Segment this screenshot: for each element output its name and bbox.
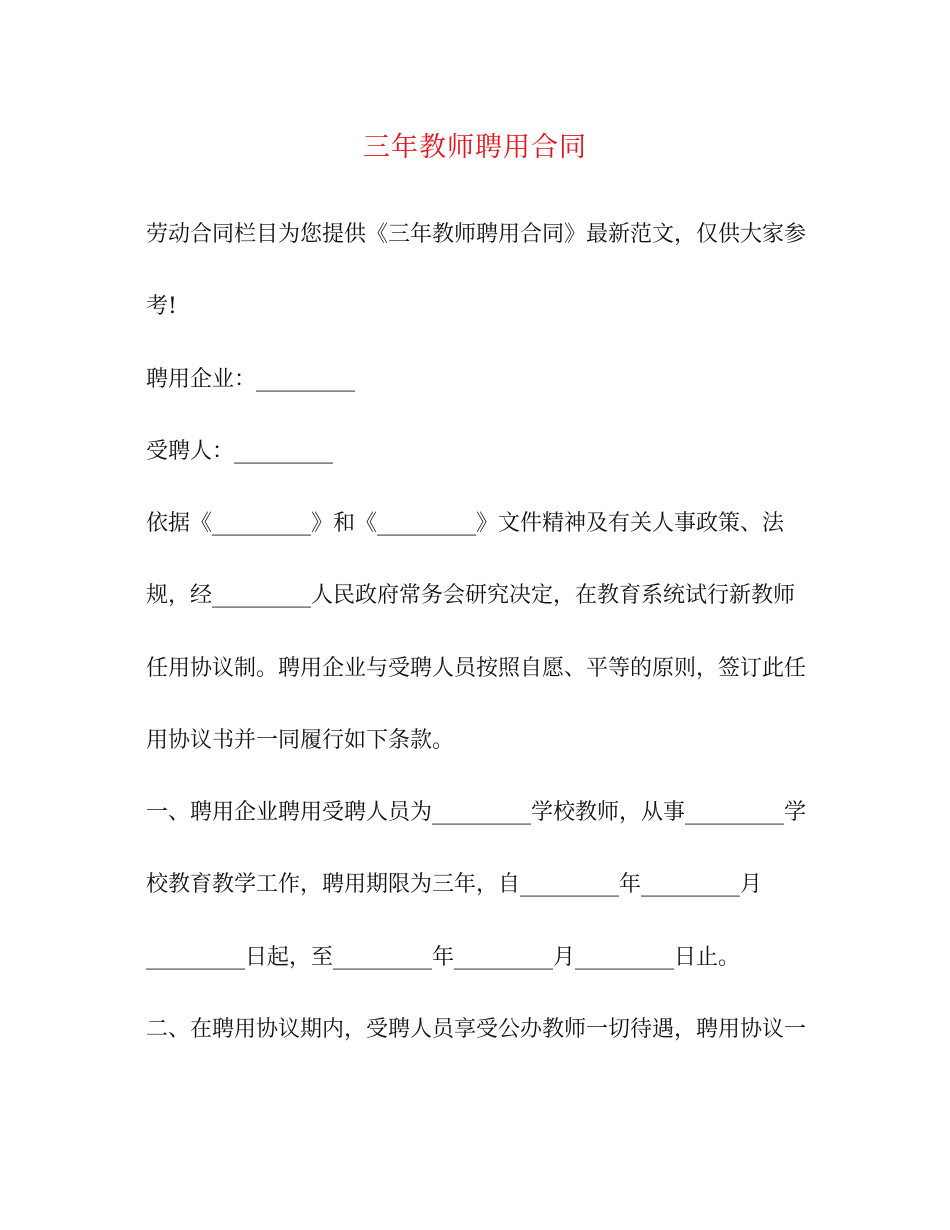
- clause-one-line: 校教育教学工作，聘用期限为三年，自_________年_________月: [146, 872, 763, 897]
- clause-one-line: 一、聘用企业聘用受聘人员为_________学校教师，从事_________学: [146, 800, 807, 825]
- paragraph-line: 劳动合同栏目为您提供《三年教师聘用合同》最新范文，仅供大家参: [146, 222, 807, 247]
- paragraph-line: 任用协议制。聘用企业与受聘人员按照自愿、平等的原则，签订此任: [146, 656, 807, 681]
- employer-field-line: 聘用企业：_________: [146, 367, 356, 392]
- paragraph-line: 考!: [146, 294, 177, 319]
- paragraph-line: 用协议书并一同履行如下条款。: [146, 728, 455, 753]
- paragraph-line: 规，经_________人民政府常务会研究决定，在教育系统试行新教师: [146, 583, 796, 608]
- document-title: 三年教师聘用合同: [363, 132, 587, 163]
- employee-field-line: 受聘人：_________: [146, 439, 334, 464]
- paragraph-line: 依据《_________》和《_________》文件精神及有关人事政策、法: [146, 511, 785, 536]
- clause-one-line: _________日起，至_________年_________月_________日止。: [146, 945, 741, 970]
- clause-two-line: 二、在聘用协议期内，受聘人员享受公办教师一切待遇，聘用协议一: [146, 1017, 807, 1042]
